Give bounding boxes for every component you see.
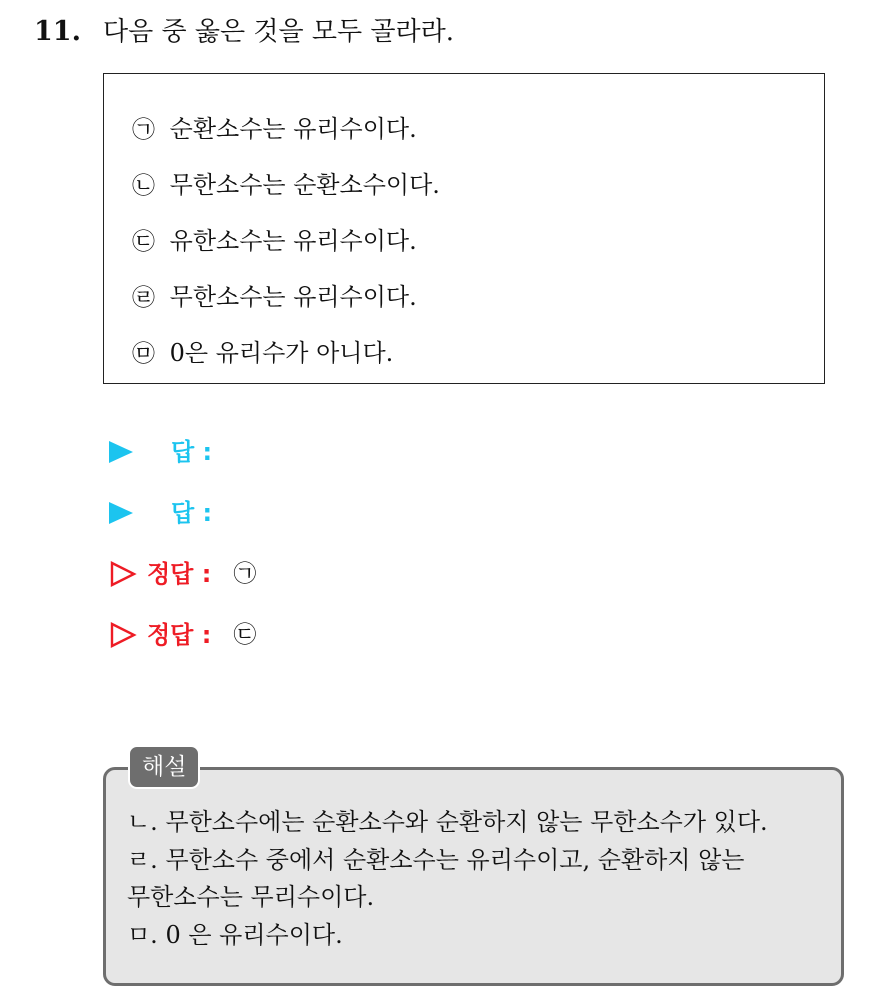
correct-answer-value: ㉠ [233,561,257,587]
correct-answer-row [109,617,256,653]
choice-item [132,112,417,147]
correct-answer-row [109,556,256,592]
question-text: 다음 중 옳은 것을 모두 골라라. [102,17,454,47]
filled-triangle-icon [109,441,133,463]
explanation-line: 무한소수는 무리수이다. [127,883,375,911]
answer-row [109,495,212,531]
choice-item [132,168,440,203]
answer-label: 답 : [171,499,213,527]
answer-label: 답 : [171,438,213,466]
explanation-line: ㅁ. 0 은 유리수이다. [127,921,343,949]
correct-answer-value: ㉢ [233,622,257,648]
choice-item [132,224,417,259]
choice-text: 순환소수는 유리수이다. [169,115,417,143]
choice-marker: ㉢ [132,229,155,255]
explanation-line: ㄹ. 무한소수 중에서 순환소수는 유리수이고, 순환하지 않는 [127,846,745,874]
correct-answer-label: 정답 : [147,621,212,649]
correct-answer-label: 정답 : [147,560,212,588]
choice-text: 무한소수는 유리수이다. [169,283,417,311]
question-number: 11. [34,16,81,47]
choice-item [132,280,417,315]
choice-text: 0은 유리수가 아니다. [169,339,394,367]
choice-text: 무한소수는 순환소수이다. [169,171,440,199]
filled-triangle-icon [109,502,133,524]
outline-triangle-icon [109,560,137,588]
outline-triangle-icon [109,621,137,649]
choice-box [103,73,825,384]
question [34,12,454,52]
choice-item [132,336,393,371]
explanation-line: ㄴ. 무한소수에는 순환소수와 순환하지 않는 무한소수가 있다. [127,808,768,836]
explanation-tag: 해설 [128,745,200,789]
answer-row [109,434,212,470]
choice-marker: ㉣ [132,285,155,311]
choice-marker: ㉤ [132,341,155,367]
choice-marker: ㉡ [132,173,155,199]
choice-text: 유한소수는 유리수이다. [169,227,417,255]
choice-marker: ㉠ [132,117,155,143]
